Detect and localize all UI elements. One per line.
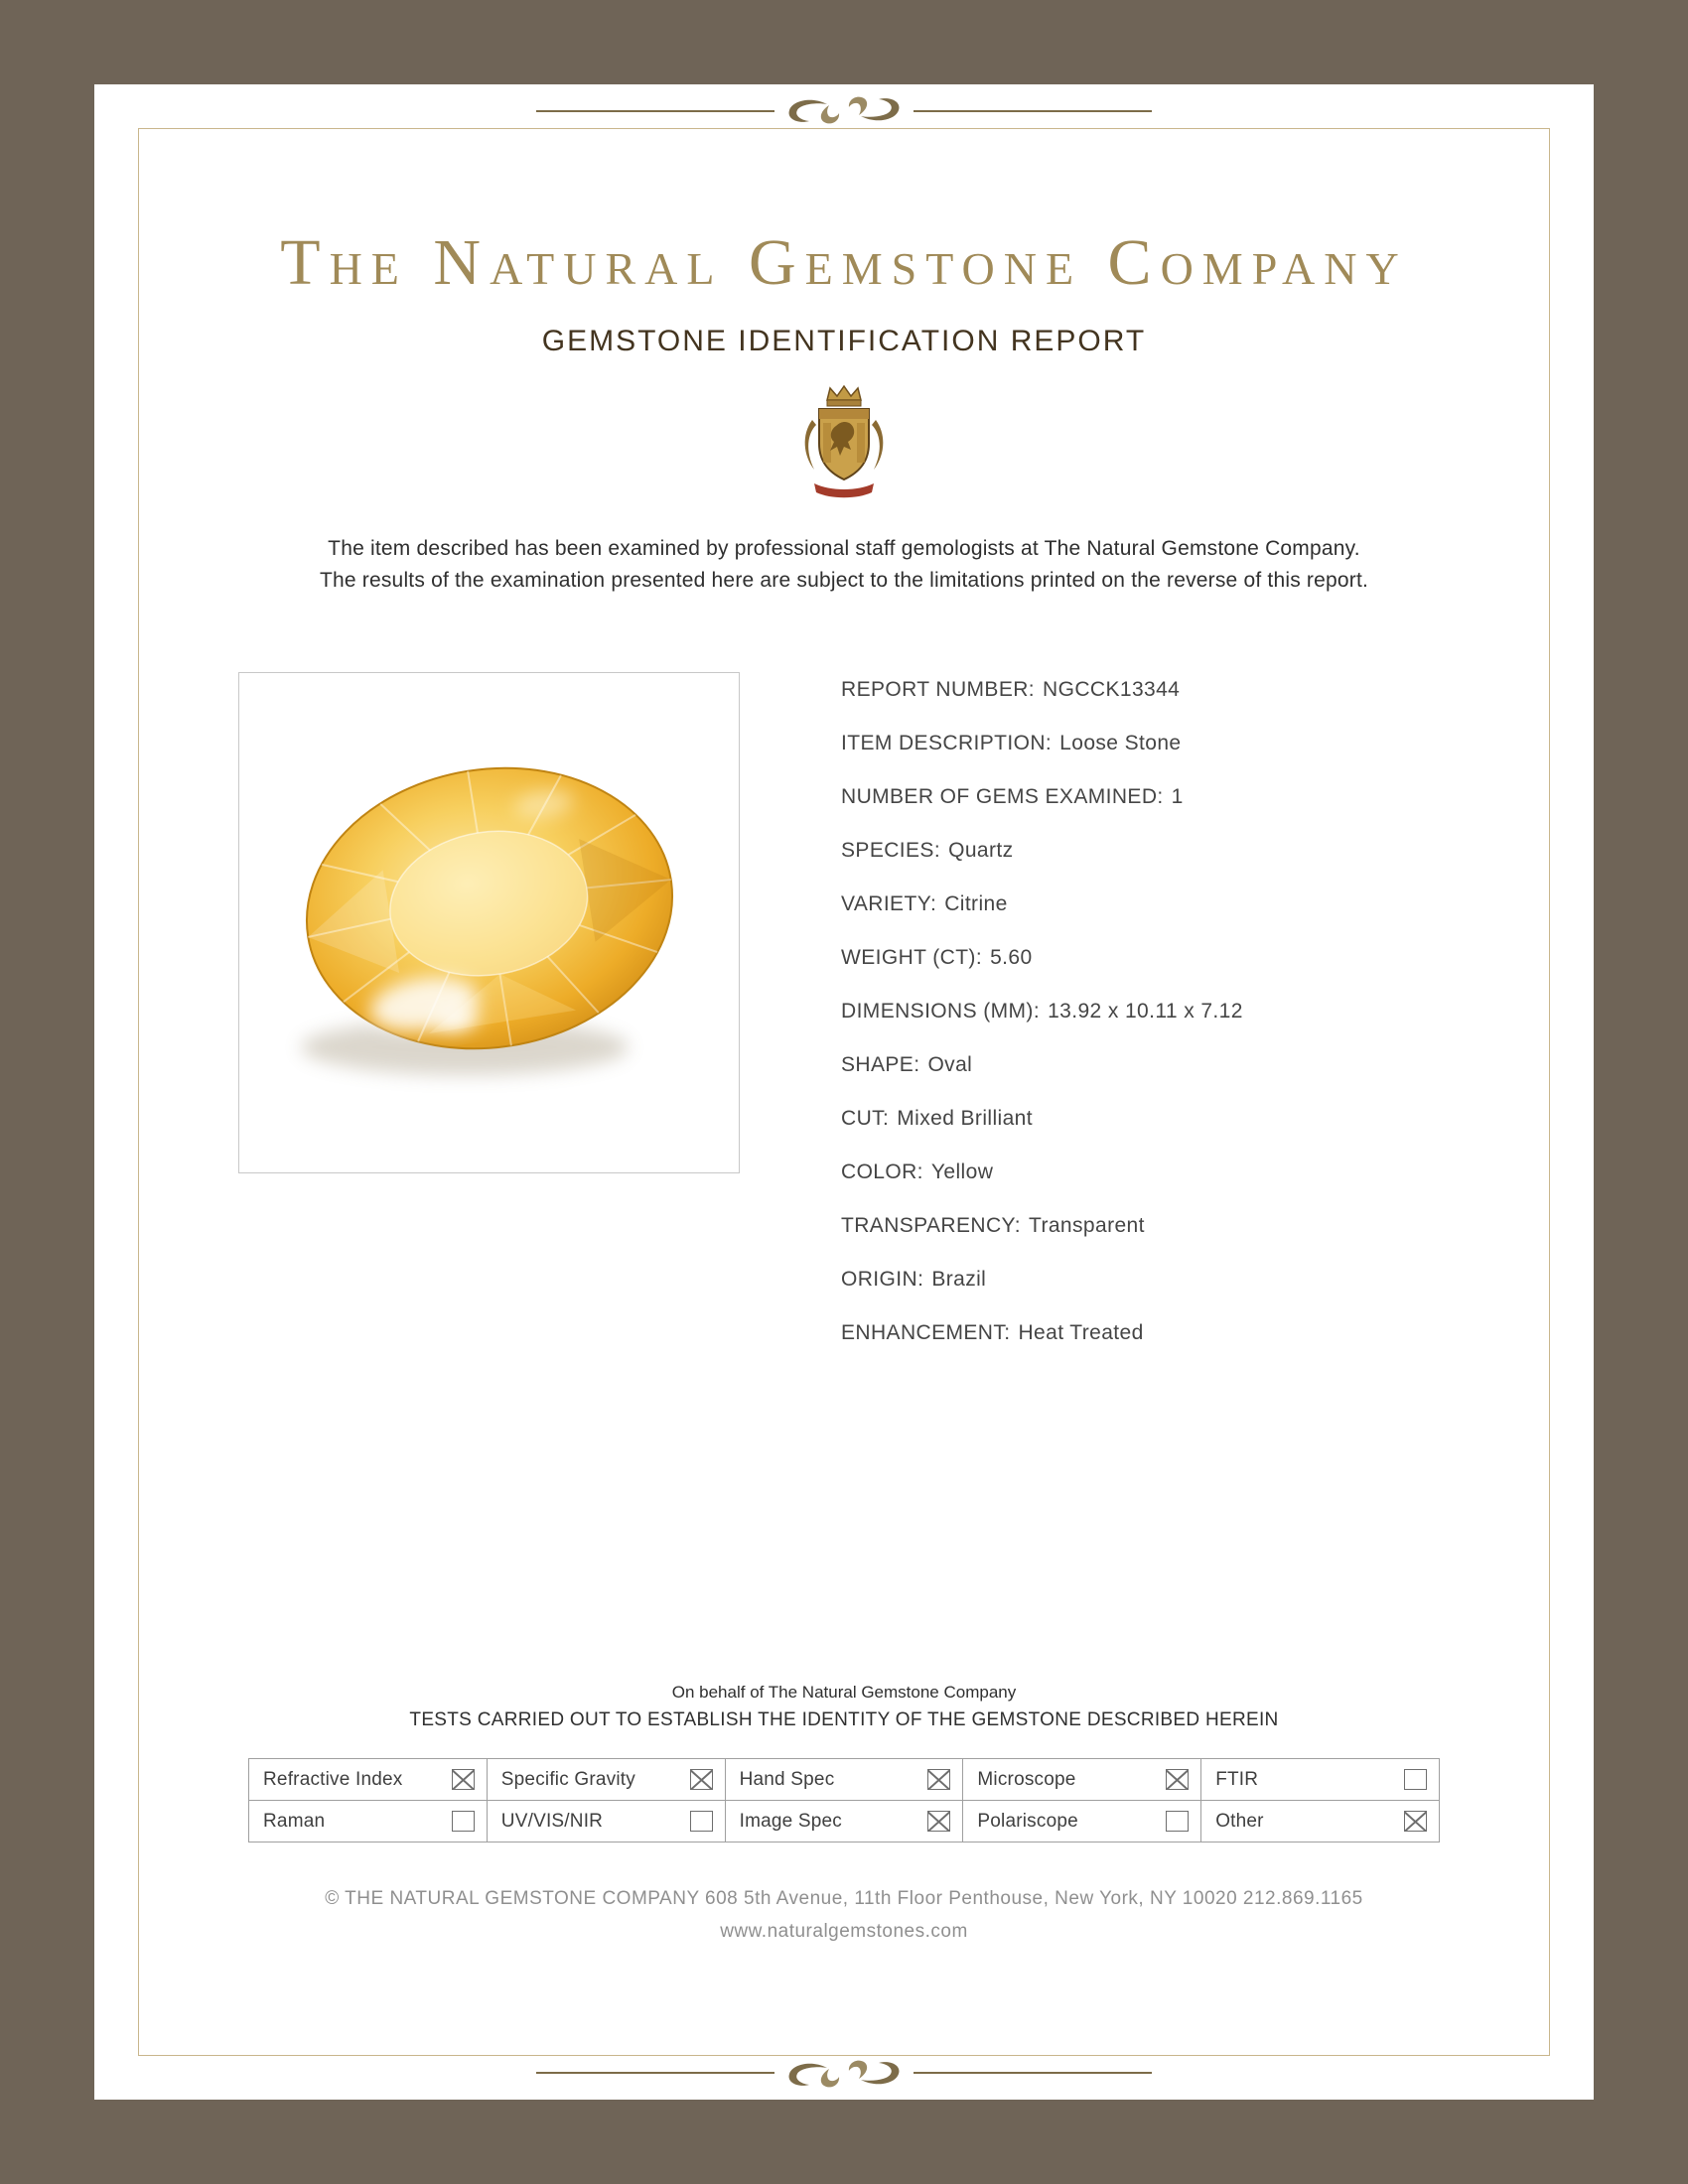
test-label: Microscope xyxy=(977,1768,1076,1790)
test-label: FTIR xyxy=(1215,1768,1259,1790)
report-fields xyxy=(841,678,1243,1375)
checkbox-icon xyxy=(690,1769,713,1790)
report-field xyxy=(841,1053,1243,1079)
checkbox-icon xyxy=(1166,1769,1189,1790)
field-value: Loose Stone xyxy=(1059,732,1182,754)
checkbox-icon xyxy=(1404,1769,1427,1790)
test-label: Refractive Index xyxy=(263,1768,403,1790)
report-field xyxy=(841,1321,1243,1347)
tests-table xyxy=(248,1758,1440,1843)
intro-line-2: The results of the examination presented here are subject to the limitations printed on the reverse of this report. xyxy=(319,569,1369,592)
certificate-page xyxy=(94,84,1594,2100)
test-label: Hand Spec xyxy=(739,1768,835,1790)
checkbox-icon xyxy=(452,1811,475,1832)
test-label: Raman xyxy=(263,1810,326,1832)
field-value: Citrine xyxy=(944,892,1008,915)
field-value: Mixed Brilliant xyxy=(897,1107,1033,1130)
report-field xyxy=(841,1107,1243,1133)
footer-website: www.naturalgemstones.com xyxy=(720,1921,968,1942)
report-field xyxy=(841,732,1243,757)
field-value: Brazil xyxy=(931,1268,987,1291)
tests-heading: TESTS CARRIED OUT TO ESTABLISH THE IDENTITY OF THE GEMSTONE DESCRIBED HEREIN xyxy=(409,1709,1279,1730)
report-field xyxy=(841,1214,1243,1240)
field-value: Yellow xyxy=(930,1160,994,1183)
checkbox-icon xyxy=(690,1811,713,1832)
field-value: 13.92 x 10.11 x 7.12 xyxy=(1048,1000,1243,1023)
report-field xyxy=(841,1268,1243,1294)
top-flourish-icon xyxy=(536,92,1152,133)
bottom-flourish-icon xyxy=(536,2051,1152,2092)
test-cell xyxy=(249,1759,487,1800)
report-field xyxy=(841,678,1243,704)
report-field xyxy=(841,892,1243,918)
test-cell xyxy=(1201,1759,1439,1800)
checkbox-icon xyxy=(1404,1811,1427,1832)
field-value: Transparent xyxy=(1029,1214,1145,1237)
field-label: DIMENSIONS (MM): xyxy=(841,1000,1041,1023)
test-cell xyxy=(488,1801,725,1842)
report-field xyxy=(841,1160,1243,1186)
field-value: NGCCK13344 xyxy=(1043,678,1181,701)
test-cell xyxy=(963,1801,1200,1842)
field-label: ITEM DESCRIPTION: xyxy=(841,732,1053,754)
report-field xyxy=(841,785,1243,811)
tests-row-2 xyxy=(249,1801,1440,1843)
checkbox-icon xyxy=(927,1811,950,1832)
field-value: Oval xyxy=(927,1053,973,1076)
checkbox-icon xyxy=(1166,1811,1189,1832)
intro-line-1: The item described has been examined by professional staff gemologists at The Natural Gemstone Company. xyxy=(328,537,1360,560)
test-cell xyxy=(1201,1801,1439,1842)
checkbox-icon xyxy=(452,1769,475,1790)
test-cell xyxy=(963,1759,1200,1800)
field-label: VARIETY: xyxy=(841,892,937,915)
test-cell xyxy=(726,1759,963,1800)
test-cell xyxy=(488,1759,725,1800)
footer-address: © THE NATURAL GEMSTONE COMPANY 608 5th Avenue, 11th Floor Penthouse, New York, NY 10020 212.869.1165 xyxy=(325,1888,1363,1909)
field-value: 5.60 xyxy=(990,946,1033,969)
field-label: ENHANCEMENT: xyxy=(841,1321,1011,1344)
field-label: WEIGHT (CT): xyxy=(841,946,983,969)
field-label: TRANSPARENCY: xyxy=(841,1214,1022,1237)
test-label: Other xyxy=(1215,1810,1264,1832)
test-label: Image Spec xyxy=(739,1810,842,1832)
report-field xyxy=(841,946,1243,972)
field-label: SPECIES: xyxy=(841,839,941,862)
field-label: CUT: xyxy=(841,1107,890,1130)
report-field xyxy=(841,839,1243,865)
company-crest-icon xyxy=(792,378,896,514)
test-cell xyxy=(249,1801,487,1842)
test-cell xyxy=(726,1801,963,1842)
field-label: COLOR: xyxy=(841,1160,923,1183)
report-title: GEMSTONE IDENTIFICATION REPORT xyxy=(541,325,1147,357)
intro-paragraph xyxy=(94,533,1594,597)
company-name: The Natural Gemstone Company xyxy=(280,226,1408,299)
field-value: Heat Treated xyxy=(1018,1321,1144,1344)
gemstone-photo xyxy=(238,672,740,1173)
test-label: Specific Gravity xyxy=(500,1768,635,1790)
on-behalf-text: On behalf of The Natural Gemstone Company xyxy=(671,1683,1017,1702)
tests-row-1 xyxy=(249,1759,1440,1801)
field-label: ORIGIN: xyxy=(841,1268,924,1291)
test-label: Polariscope xyxy=(977,1810,1078,1832)
field-value: Quartz xyxy=(948,839,1014,862)
test-label: UV/VIS/NIR xyxy=(500,1810,604,1832)
field-label: REPORT NUMBER: xyxy=(841,678,1036,701)
report-field xyxy=(841,1000,1243,1025)
field-label: NUMBER OF GEMS EXAMINED: xyxy=(841,785,1164,808)
field-value: 1 xyxy=(1171,785,1184,808)
checkbox-icon xyxy=(927,1769,950,1790)
field-label: SHAPE: xyxy=(841,1053,920,1076)
